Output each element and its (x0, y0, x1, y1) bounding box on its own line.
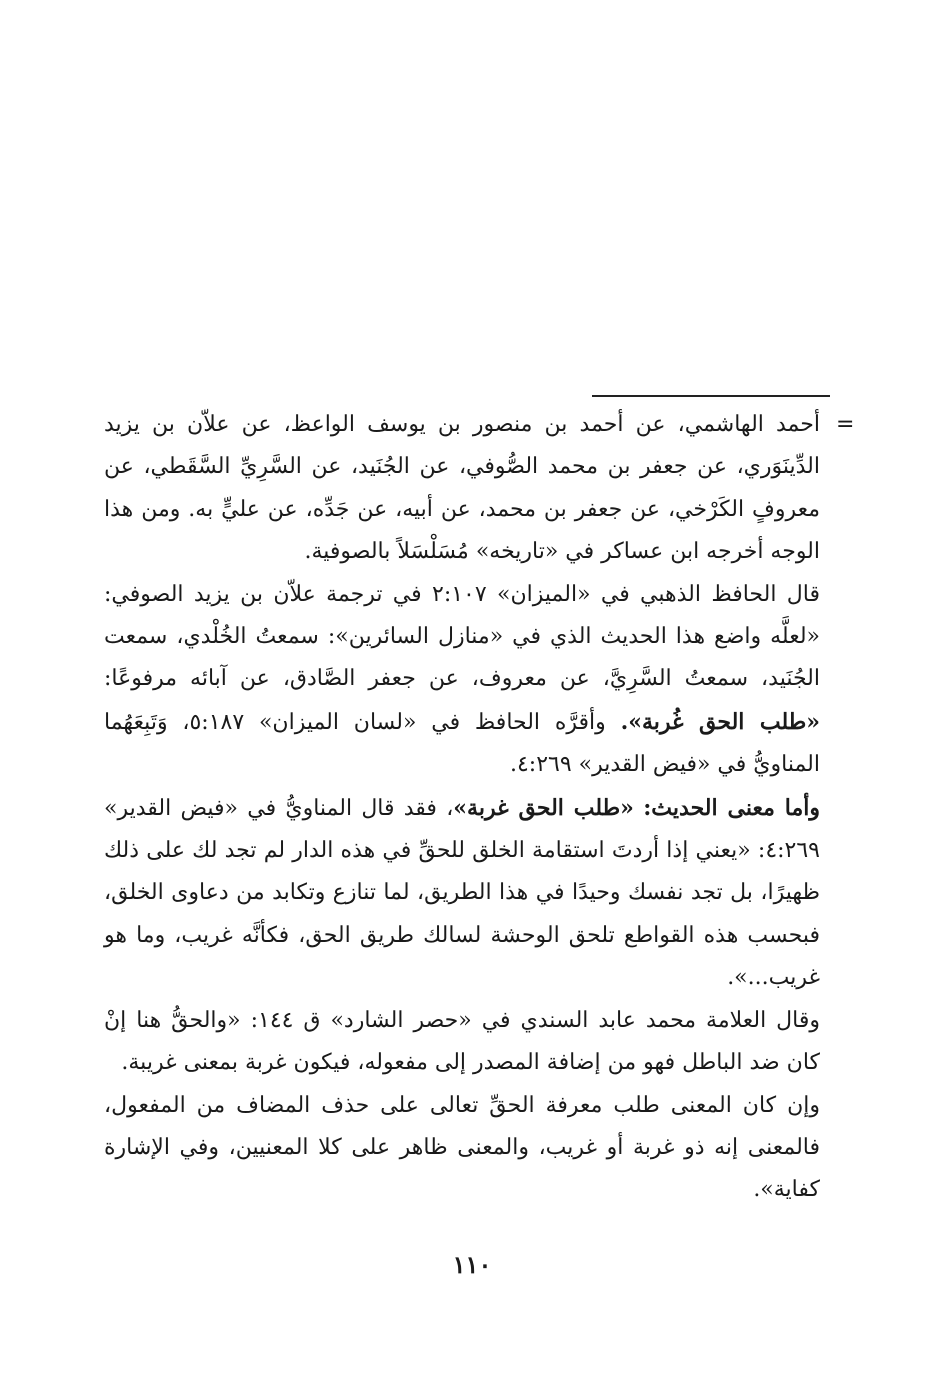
footnote-paragraph-1: أحمد الهاشمي، عن أحمد بن منصور بن يوسف الواعظ، عن علاّن بن يزيد الدِّينَوَري، عن جعفر بن محمد الصُّوفي، عن الجُنَيد، عن السَّرِيِّ السَّقَطي، عن معروفٍ الكَرْخي، عن جعفر بن محمد، عن أبيه، عن جَدِّه، عن عليٍّ به. ومن هذا الوجه أخرجه ابن عساكر في «تاريخه» مُسَلْسَلاً بالصوفية. (104, 412, 820, 565)
footnote-separator-rule (592, 395, 830, 397)
bold-quote-hadith: «طلب الحق غُربة». (620, 708, 820, 735)
page-number: ١١٠ (452, 1250, 492, 1279)
footnote-paragraph-3 (104, 787, 820, 1000)
footnote-paragraph-3-text: ، فقد قال المناويُّ في «فيض القدير» ٤:٢٦٩: «يعني إذا أردتَ استقامة الخلق للحقِّ في هذه الدار لم تجد لك على ذلك ظهيرًا، بل تجد نفسك وحيدًا في هذا الطريق، لما تنازع وتكابد من دعاوى الخلق، فبحسب هذه القواطع تلحق الوحشة لسالك طريق الحق، فكأنَّه غريب، وما هو غريب...». (104, 795, 820, 991)
footnote-paragraph-2-text: قال الحافظ الذهبي في «الميزان» ٢:١٠٧ في ترجمة علاّن بن يزيد الصوفي: «لعلَّه واضع هذا الحديث الذي في «منازل السائرين»: سمعتُ الخُلْدي، سمعت الجُنَيد، سمعتُ السَّرِيَّ، عن معروف، عن جعفر الصَّادق، عن آبائه مرفوعًا: (104, 581, 820, 692)
footnote-paragraph-2 (104, 574, 820, 787)
footnote-text (104, 404, 820, 1212)
heading-meaning-of-hadith: وأما معنى الحديث: (643, 794, 821, 821)
footnote-paragraph-2-tail: وأقرَّه الحافظ في «لسان الميزان» ٥:١٨٧، وَتَبِعَهُما المناويُّ في «فيض القدير» ٤:٢٦٩. (104, 709, 820, 778)
footnote-paragraph-5: وإن كان المعنى طلب معرفة الحقِّ تعالى على حذف المضاف من المفعول، فالمعنى إنه ذو غربة أو غريب، والمعنى ظاهر على كلا المعنيين، وفي الإشارة كفاية». (104, 1092, 820, 1203)
bold-quote-hadith-2: «طلب الحق غربة» (453, 794, 634, 821)
footnote-paragraph-4: وقال العلامة محمد عابد السندي في «حصر الشارد» ق ١٤٤: «والحقُّ هنا إنْ كان ضد الباطل فهو من إضافة المصدر إلى مفعوله، فيكون غربة بمعنى غريبة. (104, 1007, 820, 1076)
footnote-continuation-mark: = (836, 412, 855, 437)
